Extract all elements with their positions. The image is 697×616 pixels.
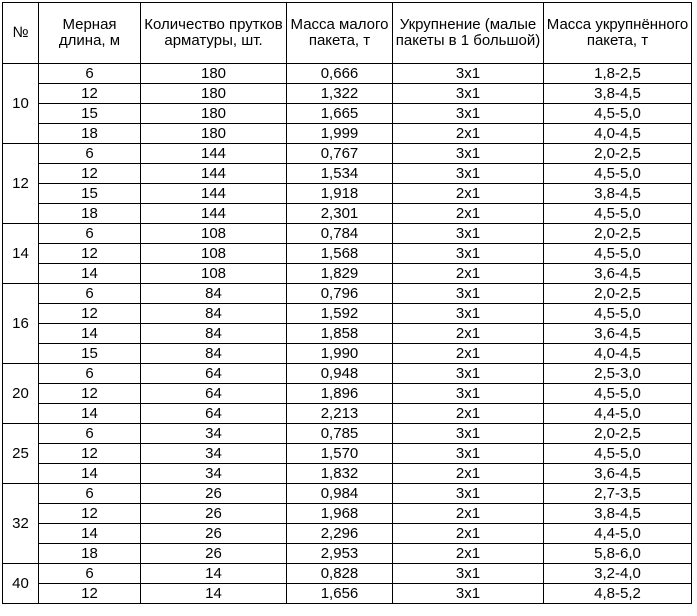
cell-consolidation: 3х1 xyxy=(393,64,544,84)
table-row xyxy=(3,324,692,344)
cell-consolidation: 3х1 xyxy=(393,104,544,124)
rebar-package-table xyxy=(2,2,692,604)
header-bar-count: Количество прутков арматуры, шт. xyxy=(141,3,287,64)
cell-length: 6 xyxy=(39,424,141,444)
cell-large-mass: 4,5-5,0 xyxy=(544,164,692,184)
cell-large-mass: 4,5-5,0 xyxy=(544,384,692,404)
cell-small-mass: 1,858 xyxy=(287,324,393,344)
cell-consolidation: 3х1 xyxy=(393,84,544,104)
cell-small-mass: 0,767 xyxy=(287,144,393,164)
table-row xyxy=(3,404,692,424)
cell-consolidation: 2х1 xyxy=(393,124,544,144)
cell-consolidation: 3х1 xyxy=(393,244,544,264)
cell-small-mass: 0,666 xyxy=(287,64,393,84)
cell-small-mass: 1,534 xyxy=(287,164,393,184)
cell-large-mass: 2,0-2,5 xyxy=(544,424,692,444)
cell-length: 15 xyxy=(39,184,141,204)
cell-small-mass: 1,829 xyxy=(287,264,393,284)
cell-consolidation: 3х1 xyxy=(393,564,544,584)
cell-consolidation: 3х1 xyxy=(393,284,544,304)
cell-length: 18 xyxy=(39,544,141,564)
table-row xyxy=(3,444,692,464)
cell-small-mass: 2,301 xyxy=(287,204,393,224)
cell-consolidation: 2х1 xyxy=(393,204,544,224)
cell-consolidation: 3х1 xyxy=(393,164,544,184)
table-row xyxy=(3,204,692,224)
cell-large-mass: 4,5-5,0 xyxy=(544,244,692,264)
cell-length: 18 xyxy=(39,124,141,144)
cell-length: 15 xyxy=(39,104,141,124)
cell-large-mass: 4,5-5,0 xyxy=(544,444,692,464)
table-row xyxy=(3,584,692,604)
cell-large-mass: 3,8-4,5 xyxy=(544,184,692,204)
cell-consolidation: 2х1 xyxy=(393,344,544,364)
header-large-mass: Масса укрупнённого пакета, т xyxy=(544,3,692,64)
cell-length: 6 xyxy=(39,564,141,584)
cell-bar-count: 180 xyxy=(141,124,287,144)
table-row xyxy=(3,344,692,364)
cell-bar-count: 180 xyxy=(141,104,287,124)
cell-bar-count: 26 xyxy=(141,484,287,504)
cell-large-mass: 2,0-2,5 xyxy=(544,284,692,304)
cell-large-mass: 3,2-4,0 xyxy=(544,564,692,584)
cell-bar-count: 84 xyxy=(141,304,287,324)
cell-consolidation: 3х1 xyxy=(393,364,544,384)
cell-bar-count: 84 xyxy=(141,284,287,304)
cell-length: 12 xyxy=(39,244,141,264)
table-row xyxy=(3,84,692,104)
cell-bar-count: 144 xyxy=(141,204,287,224)
cell-length: 15 xyxy=(39,344,141,364)
cell-diameter: 20 xyxy=(3,364,39,424)
cell-bar-count: 34 xyxy=(141,464,287,484)
cell-length: 12 xyxy=(39,444,141,464)
cell-bar-count: 26 xyxy=(141,504,287,524)
cell-large-mass: 3,6-4,5 xyxy=(544,324,692,344)
cell-consolidation: 3х1 xyxy=(393,424,544,444)
cell-small-mass: 1,656 xyxy=(287,584,393,604)
cell-diameter: 25 xyxy=(3,424,39,484)
table-row xyxy=(3,564,692,584)
cell-bar-count: 26 xyxy=(141,544,287,564)
cell-large-mass: 3,6-4,5 xyxy=(544,264,692,284)
cell-consolidation: 3х1 xyxy=(393,384,544,404)
table-row xyxy=(3,244,692,264)
cell-bar-count: 34 xyxy=(141,424,287,444)
cell-large-mass: 5,8-6,0 xyxy=(544,544,692,564)
cell-diameter: 16 xyxy=(3,284,39,364)
table-row xyxy=(3,104,692,124)
header-number: № xyxy=(3,3,39,64)
cell-length: 12 xyxy=(39,384,141,404)
cell-small-mass: 0,784 xyxy=(287,224,393,244)
cell-bar-count: 64 xyxy=(141,404,287,424)
cell-length: 6 xyxy=(39,224,141,244)
table-row xyxy=(3,504,692,524)
cell-consolidation: 2х1 xyxy=(393,544,544,564)
cell-length: 6 xyxy=(39,144,141,164)
cell-consolidation: 3х1 xyxy=(393,304,544,324)
cell-bar-count: 180 xyxy=(141,84,287,104)
cell-bar-count: 64 xyxy=(141,364,287,384)
cell-small-mass: 2,953 xyxy=(287,544,393,564)
cell-length: 6 xyxy=(39,64,141,84)
cell-small-mass: 1,896 xyxy=(287,384,393,404)
cell-length: 12 xyxy=(39,504,141,524)
header-length: Мерная длина, м xyxy=(39,3,141,64)
cell-diameter: 40 xyxy=(3,564,39,604)
cell-bar-count: 108 xyxy=(141,224,287,244)
table-row xyxy=(3,64,692,84)
cell-length: 14 xyxy=(39,324,141,344)
cell-length: 18 xyxy=(39,204,141,224)
cell-consolidation: 2х1 xyxy=(393,464,544,484)
cell-large-mass: 3,8-4,5 xyxy=(544,84,692,104)
cell-small-mass: 1,665 xyxy=(287,104,393,124)
cell-length: 6 xyxy=(39,284,141,304)
cell-large-mass: 4,5-5,0 xyxy=(544,104,692,124)
cell-large-mass: 4,5-5,0 xyxy=(544,204,692,224)
cell-small-mass: 2,296 xyxy=(287,524,393,544)
cell-length: 14 xyxy=(39,264,141,284)
cell-length: 12 xyxy=(39,84,141,104)
cell-small-mass: 1,322 xyxy=(287,84,393,104)
table-row xyxy=(3,184,692,204)
cell-small-mass: 1,568 xyxy=(287,244,393,264)
header-row xyxy=(3,3,692,64)
table-body xyxy=(3,64,692,604)
cell-large-mass: 2,0-2,5 xyxy=(544,224,692,244)
cell-bar-count: 108 xyxy=(141,244,287,264)
header-consolidation: Укрупнение (малые пакеты в 1 большой) xyxy=(393,3,544,64)
cell-bar-count: 26 xyxy=(141,524,287,544)
cell-consolidation: 2х1 xyxy=(393,184,544,204)
table-row xyxy=(3,464,692,484)
cell-large-mass: 3,6-4,5 xyxy=(544,464,692,484)
cell-consolidation: 2х1 xyxy=(393,504,544,524)
cell-length: 14 xyxy=(39,524,141,544)
cell-consolidation: 3х1 xyxy=(393,584,544,604)
cell-bar-count: 180 xyxy=(141,64,287,84)
cell-length: 12 xyxy=(39,584,141,604)
cell-small-mass: 0,984 xyxy=(287,484,393,504)
table-row xyxy=(3,524,692,544)
table-row xyxy=(3,164,692,184)
cell-small-mass: 0,785 xyxy=(287,424,393,444)
cell-small-mass: 1,570 xyxy=(287,444,393,464)
cell-consolidation: 3х1 xyxy=(393,484,544,504)
table-row xyxy=(3,224,692,244)
cell-large-mass: 1,8-2,5 xyxy=(544,64,692,84)
cell-large-mass: 4,0-4,5 xyxy=(544,124,692,144)
cell-consolidation: 3х1 xyxy=(393,144,544,164)
table-row xyxy=(3,284,692,304)
cell-large-mass: 4,4-5,0 xyxy=(544,524,692,544)
cell-small-mass: 1,968 xyxy=(287,504,393,524)
cell-consolidation: 2х1 xyxy=(393,524,544,544)
cell-large-mass: 2,7-3,5 xyxy=(544,484,692,504)
header-small-mass: Масса малого пакета, т xyxy=(287,3,393,64)
cell-bar-count: 14 xyxy=(141,584,287,604)
cell-bar-count: 84 xyxy=(141,324,287,344)
cell-bar-count: 84 xyxy=(141,344,287,364)
cell-small-mass: 1,592 xyxy=(287,304,393,324)
cell-length: 6 xyxy=(39,484,141,504)
cell-small-mass: 0,828 xyxy=(287,564,393,584)
cell-bar-count: 14 xyxy=(141,564,287,584)
cell-small-mass: 1,918 xyxy=(287,184,393,204)
cell-bar-count: 144 xyxy=(141,144,287,164)
cell-consolidation: 2х1 xyxy=(393,264,544,284)
cell-bar-count: 144 xyxy=(141,184,287,204)
cell-small-mass: 0,796 xyxy=(287,284,393,304)
cell-consolidation: 3х1 xyxy=(393,224,544,244)
cell-bar-count: 34 xyxy=(141,444,287,464)
cell-diameter: 14 xyxy=(3,224,39,284)
cell-small-mass: 1,990 xyxy=(287,344,393,364)
cell-length: 6 xyxy=(39,364,141,384)
cell-length: 14 xyxy=(39,404,141,424)
cell-large-mass: 4,8-5,2 xyxy=(544,584,692,604)
table-row xyxy=(3,424,692,444)
table-row xyxy=(3,484,692,504)
cell-length: 12 xyxy=(39,164,141,184)
table-row xyxy=(3,544,692,564)
cell-length: 14 xyxy=(39,464,141,484)
table-row xyxy=(3,124,692,144)
cell-small-mass: 2,213 xyxy=(287,404,393,424)
table-header xyxy=(3,3,692,64)
cell-diameter: 10 xyxy=(3,64,39,144)
table-row xyxy=(3,144,692,164)
cell-small-mass: 1,999 xyxy=(287,124,393,144)
cell-large-mass: 4,4-5,0 xyxy=(544,404,692,424)
cell-large-mass: 4,5-5,0 xyxy=(544,304,692,324)
cell-large-mass: 2,0-2,5 xyxy=(544,144,692,164)
cell-bar-count: 108 xyxy=(141,264,287,284)
table-row xyxy=(3,364,692,384)
cell-bar-count: 64 xyxy=(141,384,287,404)
cell-consolidation: 2х1 xyxy=(393,324,544,344)
cell-bar-count: 144 xyxy=(141,164,287,184)
cell-large-mass: 4,0-4,5 xyxy=(544,344,692,364)
table-row xyxy=(3,304,692,324)
cell-length: 12 xyxy=(39,304,141,324)
cell-small-mass: 1,832 xyxy=(287,464,393,484)
cell-small-mass: 0,948 xyxy=(287,364,393,384)
cell-large-mass: 2,5-3,0 xyxy=(544,364,692,384)
cell-consolidation: 2х1 xyxy=(393,404,544,424)
cell-consolidation: 3х1 xyxy=(393,444,544,464)
cell-large-mass: 3,8-4,5 xyxy=(544,504,692,524)
cell-diameter: 12 xyxy=(3,144,39,224)
cell-diameter: 32 xyxy=(3,484,39,564)
table-row xyxy=(3,384,692,404)
table-row xyxy=(3,264,692,284)
